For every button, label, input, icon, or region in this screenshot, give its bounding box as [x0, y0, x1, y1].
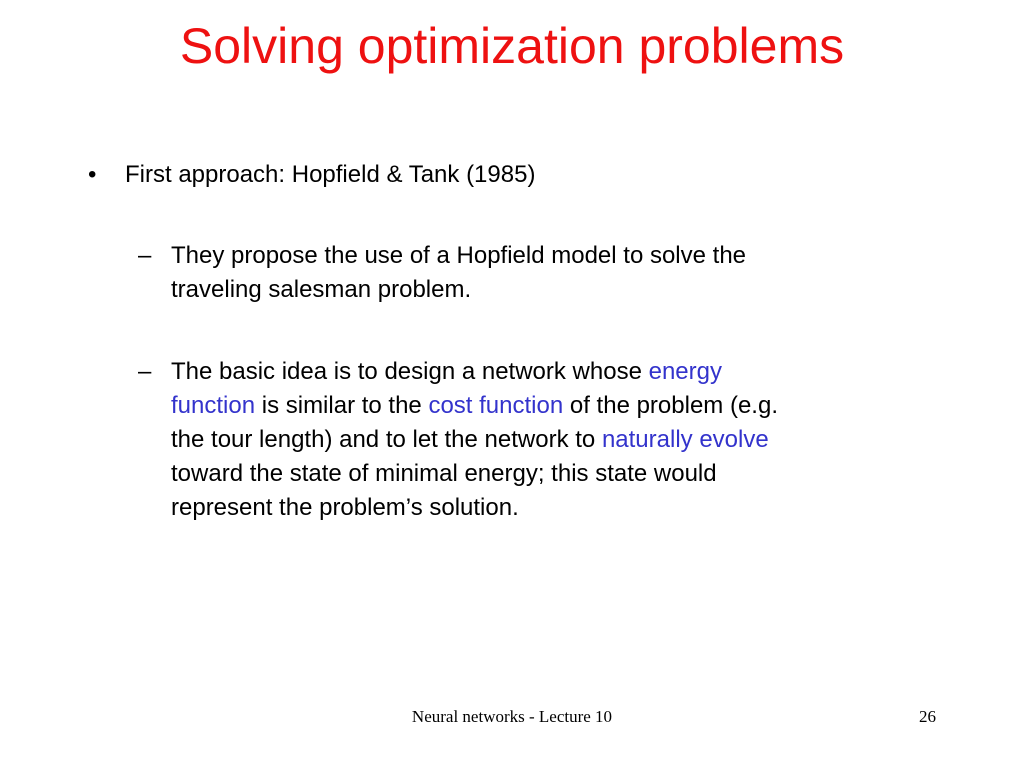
text-run: of the problem (e.g.	[563, 392, 778, 419]
sub-bullet-line	[171, 423, 769, 457]
highlighted-term: naturally evolve	[601, 426, 769, 453]
highlighted-term: function	[171, 392, 256, 419]
bullet-marker: •	[88, 161, 97, 188]
footer-course-title: Neural networks - Lecture 10	[411, 707, 613, 726]
sub-bullet-line: traveling salesman problem.	[171, 276, 472, 303]
highlighted-term: energy	[648, 358, 722, 385]
highlighted-term: cost function	[428, 392, 564, 419]
text-run: the tour length) and to let the network to	[171, 426, 602, 453]
text-run: is similar to the	[255, 392, 429, 419]
slide-title: Solving optimization problems	[179, 18, 845, 74]
sub-bullet-line: represent the problem’s solution.	[171, 494, 519, 521]
sub-bullet-line: They propose the use of a Hopfield model to solve the	[171, 242, 747, 269]
sub-bullet-marker: –	[138, 242, 152, 269]
sub-bullet-line	[171, 355, 722, 389]
footer-page-number: 26	[919, 707, 936, 726]
bullet-text: First approach: Hopfield & Tank (1985)	[125, 161, 536, 188]
text-run: The basic idea is to design a network whose	[171, 358, 649, 385]
sub-bullet-marker: –	[138, 358, 152, 385]
sub-bullet-line: toward the state of minimal energy; this state would	[171, 460, 717, 487]
sub-bullet-line	[171, 389, 778, 423]
